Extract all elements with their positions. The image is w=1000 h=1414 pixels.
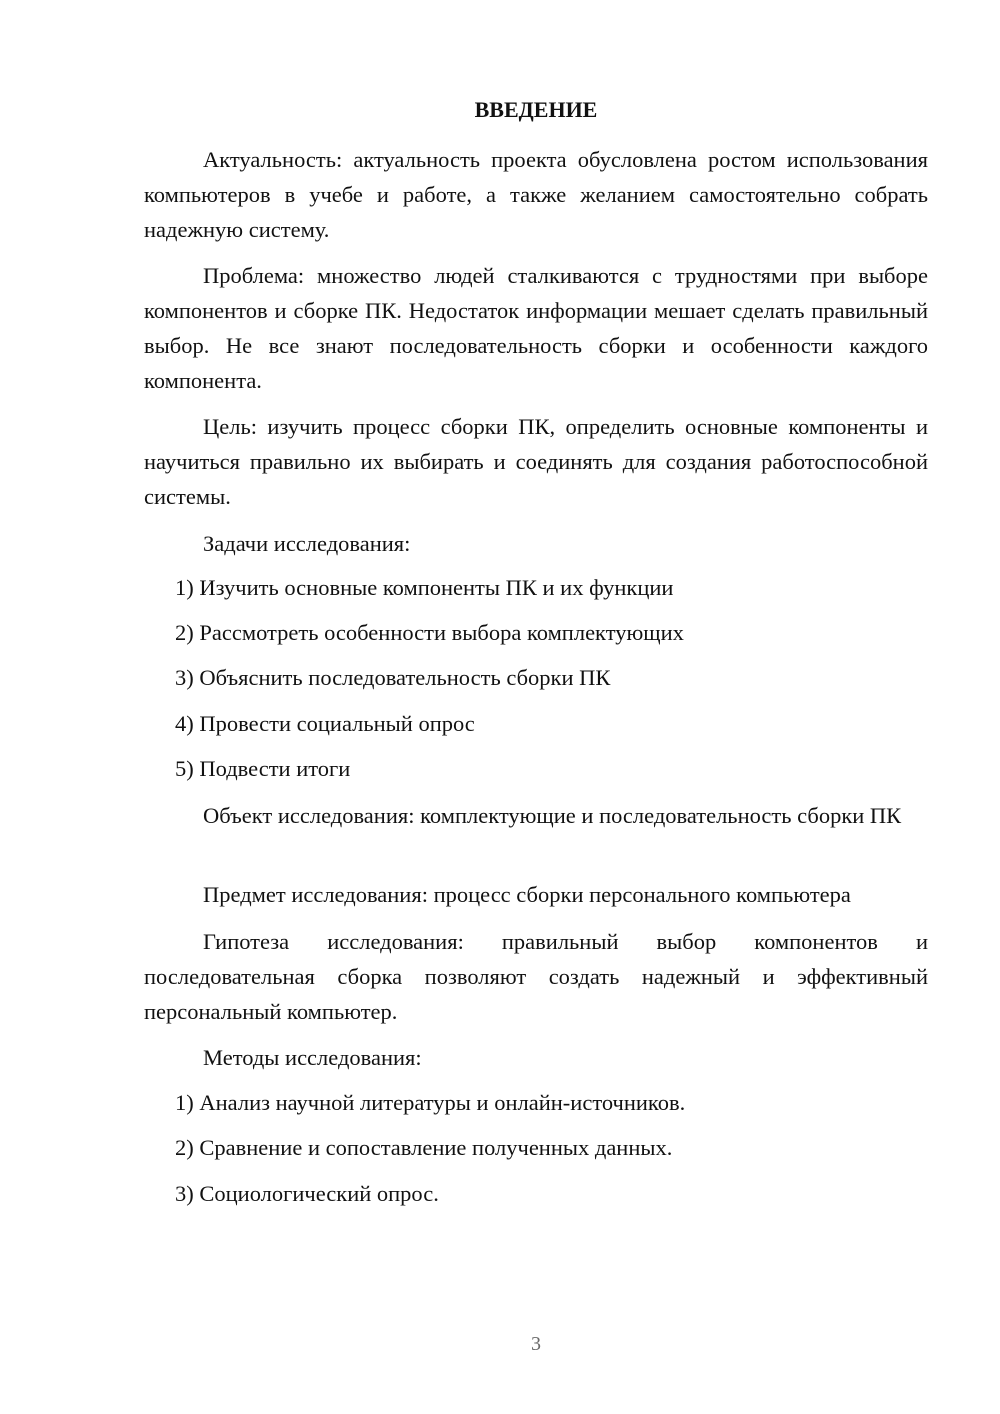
task-item: 2) Рассмотреть особенности выбора комплектующих [175,620,684,645]
method-item: 1) Анализ научной литературы и онлайн-источников. [175,1090,686,1115]
method-item: 3) Социологический опрос. [175,1181,439,1206]
page-number: 3 [531,1333,541,1355]
goal-paragraph: Цель: изучить процесс сборки ПК, определить основные компоненты и научиться правильно их выбирать и соединять для создания работоспособной системы. [144,414,928,509]
task-item: 1) Изучить основные компоненты ПК и их функции [175,575,674,600]
problem-paragraph: Проблема: множество людей сталкиваются с трудностями при выборе компонентов и сборке ПК. Недостаток информации мешает сделать правильный выбор. Не все знают последовательность сборки и особенности каждого компонента. [144,263,928,393]
task-item: 3) Объяснить последовательность сборки ПК [175,665,611,690]
relevance-paragraph: Актуальность: актуальность проекта обусловлена ростом использования компьютеров в учебе и работе, а также желанием самостоятельно собрать надежную систему. [144,147,928,242]
subject-paragraph: Предмет исследования: процесс сборки персонального компьютера [203,882,851,907]
tasks-title: Задачи исследования: [203,531,411,556]
methods-title: Методы исследования: [203,1045,422,1070]
section-heading: ВВЕДЕНИЕ [474,97,598,122]
hypothesis-paragraph: Гипотеза исследования: правильный выбор компонентов и последовательная сборка позволяют создать надежный и эффективный персональный компьютер. [144,929,928,1024]
task-item: 4) Провести социальный опрос [175,711,475,736]
object-paragraph: Объект исследования: комплектующие и последовательность сборки ПК [203,803,902,828]
method-item: 2) Сравнение и сопоставление полученных данных. [175,1135,673,1160]
task-item: 5) Подвести итоги [175,756,351,781]
